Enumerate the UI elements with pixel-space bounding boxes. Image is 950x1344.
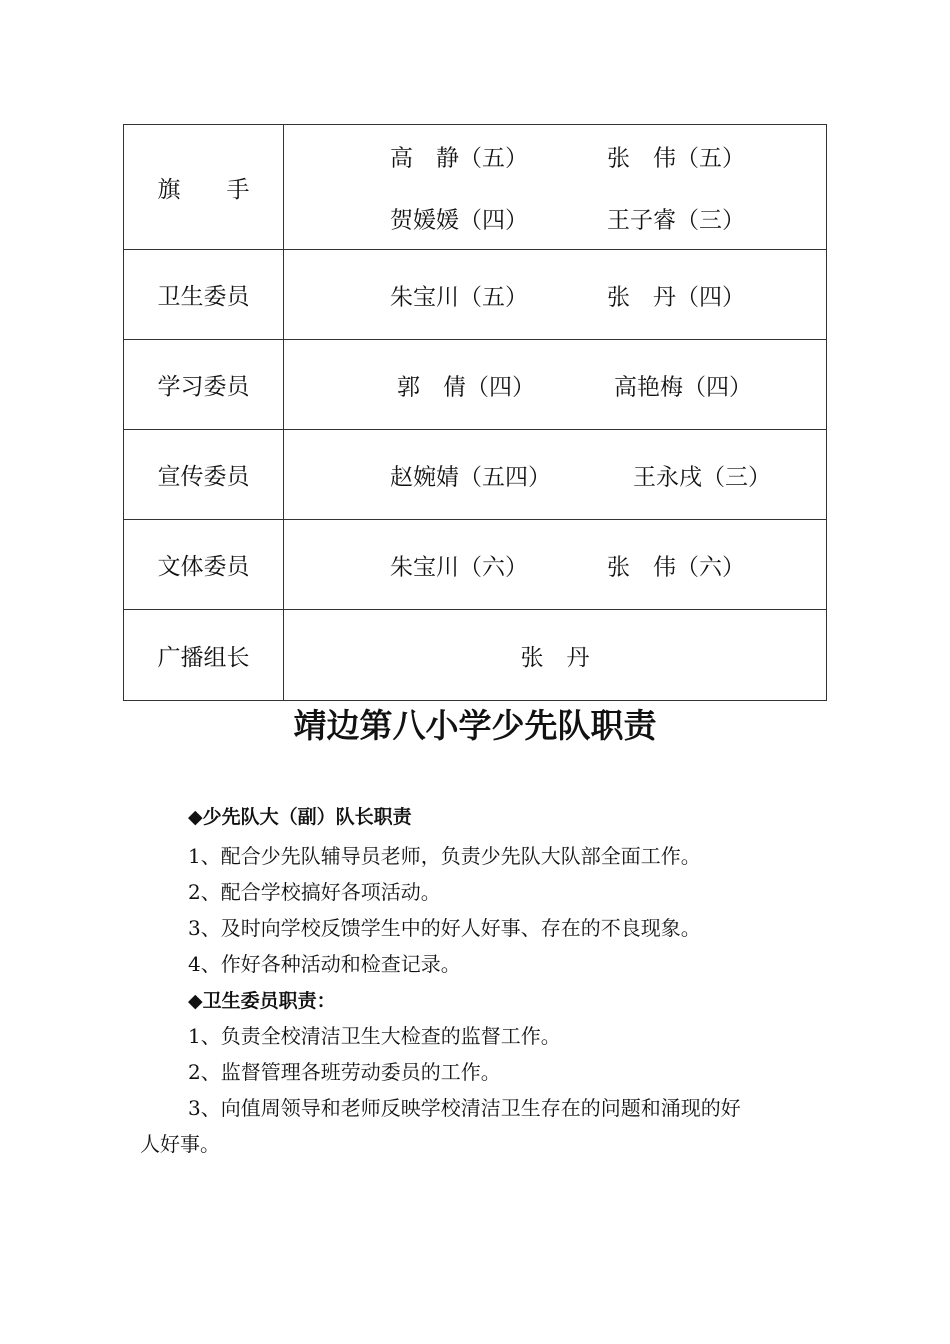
table-row <box>124 520 827 610</box>
list-item: 2、监督管理各班劳动委员的工作。 <box>188 1060 501 1084</box>
list-item-continuation: 人好事。 <box>140 1132 220 1156</box>
member-name: 贺媛媛（四） <box>390 207 528 234</box>
list-item: 2、配合学校搞好各项活动。 <box>188 880 441 904</box>
section-heading: ◆卫生委员职责： <box>188 990 336 1012</box>
list-item: 3、及时向学校反馈学生中的好人好事、存在的不良现象。 <box>188 916 701 940</box>
member-name: 王永戌（三） <box>633 464 771 490</box>
member-name: 高艳梅（四） <box>614 374 752 400</box>
table-row <box>124 125 827 250</box>
list-item: 1、负责全校清洁卫生大检查的监督工作。 <box>188 1024 561 1048</box>
member-name: 张 丹（四） <box>607 284 745 310</box>
member-name: 王子睿（三） <box>607 207 745 234</box>
names-cell <box>284 520 827 610</box>
names-cell <box>284 250 827 340</box>
member-name: 赵婉婧（五四） <box>390 464 551 490</box>
member-name: 张 伟（六） <box>607 554 745 580</box>
names-cell <box>284 125 827 250</box>
list-item: 3、向值周领导和老师反映学校清洁卫生存在的问题和涌现的好 <box>188 1096 741 1120</box>
committee-roster-table <box>123 124 827 701</box>
role-cell: 旗 手 <box>124 125 284 250</box>
role-cell: 文体委员 <box>124 520 284 610</box>
member-name: 张 伟（五） <box>607 145 745 172</box>
member-name: 朱宝川（六） <box>390 554 528 580</box>
table-row <box>124 430 827 520</box>
names-cell <box>284 340 827 430</box>
role-cell: 卫生委员 <box>124 250 284 340</box>
list-item: 1、配合少先队辅导员老师，负责少先队大队部全面工作。 <box>188 844 701 868</box>
member-name: 高 静（五） <box>390 145 528 172</box>
role-cell: 广播组长 <box>124 610 284 701</box>
names-cell: 张 丹 <box>284 610 827 701</box>
member-name: 朱宝川（五） <box>390 284 528 310</box>
names-cell <box>284 430 827 520</box>
table-row <box>124 340 827 430</box>
member-name: 郭 倩（四） <box>397 374 535 400</box>
role-cell: 学习委员 <box>124 340 284 430</box>
list-item: 4、作好各种活动和检查记录。 <box>188 952 461 976</box>
document-title: 靖边第八小学少先队职责 <box>293 706 657 745</box>
table-row <box>124 610 827 701</box>
section-heading: ◆少先队大（副）队长职责 <box>188 806 412 828</box>
table-row <box>124 250 827 340</box>
role-cell: 宣传委员 <box>124 430 284 520</box>
